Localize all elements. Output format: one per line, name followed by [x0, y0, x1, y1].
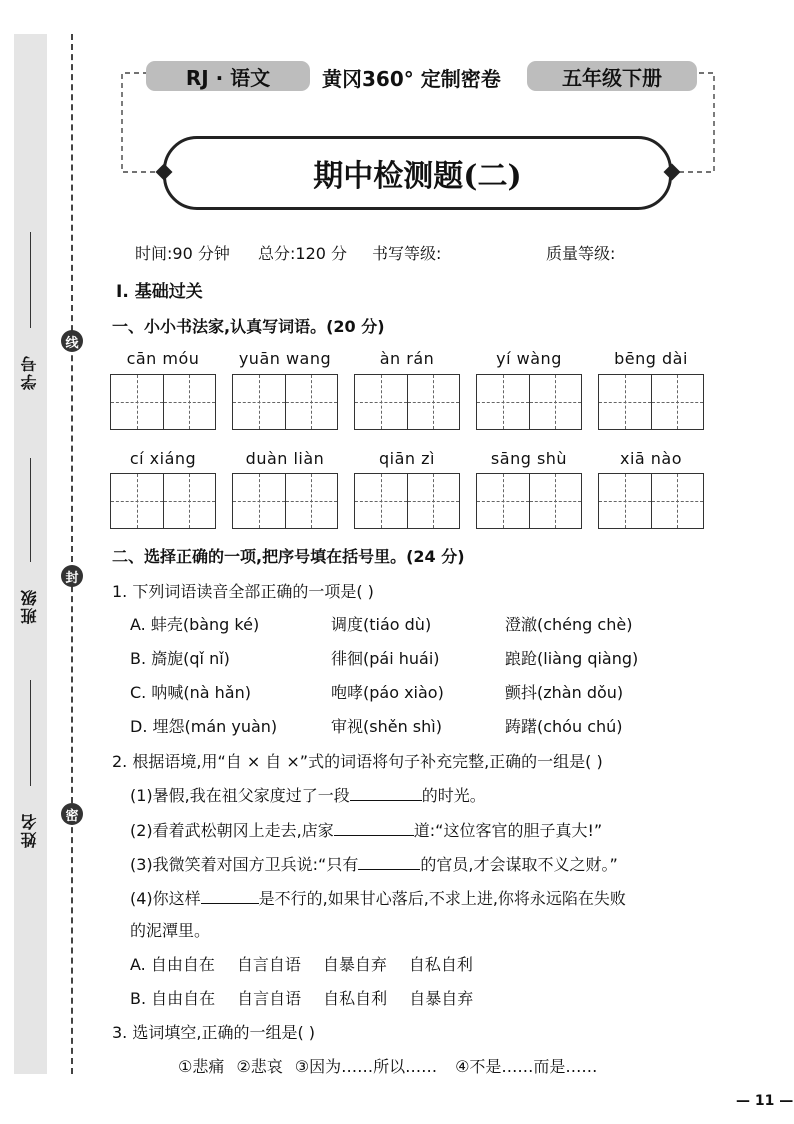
sentence-1-end: 的时光。: [421, 786, 486, 805]
sentence-4-blank[interactable]: [201, 887, 259, 904]
pinyin-label: duàn liàn: [245, 449, 325, 468]
sentence-3-blank[interactable]: [358, 853, 420, 870]
pinyin-label: cān móu: [126, 349, 200, 368]
pinyin-label: yuān wang: [238, 349, 332, 368]
option-d-2: 审视(shěn shì): [331, 717, 442, 736]
opt-b-word: B. 自由自在: [130, 989, 216, 1008]
opt-a-word: 自私自利: [408, 955, 473, 974]
name-blank[interactable]: [30, 680, 31, 786]
sentence-1-start: (1)暑假,我在祖父家度过了一段: [130, 786, 350, 805]
q1-heading: 一、小小书法家,认真写词语。(20 分): [112, 317, 385, 336]
pinyin-label: àn rán: [379, 349, 435, 368]
binding-cut-line: [71, 34, 73, 1074]
word-option: ③因为……所以……: [294, 1057, 438, 1076]
word-option: ②悲哀: [236, 1057, 283, 1076]
sentence-4-continued: 的泥潭里。: [130, 921, 211, 940]
option-d-1: D. 埋怨(mán yuàn): [130, 717, 278, 736]
q2-3-word-bank: [178, 1054, 597, 1077]
sentence-3-end: 的官员,才会谋取不义之财。”: [420, 855, 618, 874]
q2-2-option-b: [130, 986, 473, 1009]
writing-box[interactable]: [110, 374, 216, 430]
writing-box[interactable]: [354, 473, 460, 529]
word-option: ④不是……而是……: [455, 1057, 598, 1076]
q2-2-option-a: [130, 952, 473, 975]
opt-b-word: 自言自语: [237, 989, 302, 1008]
writing-box[interactable]: [232, 473, 338, 529]
series-title: 黄冈360° 定制密卷: [322, 67, 501, 91]
sentence-1: [130, 783, 486, 806]
opt-b-word: 自暴自弃: [409, 989, 474, 1008]
sentence-4-end: 是不行的,如果甘心落后,不求上进,你将永远陷在失败: [258, 889, 626, 908]
option-a-2: 调度(tiáo dù): [331, 615, 432, 634]
option-d-3: 踌躇(chóu chú): [505, 717, 623, 736]
class-blank[interactable]: [30, 458, 31, 562]
opt-a-word: 自言自语: [236, 955, 301, 974]
student-id-blank[interactable]: [30, 232, 31, 328]
pinyin-label: cí xiáng: [129, 449, 197, 468]
sentence-2-blank[interactable]: [334, 819, 414, 836]
page-title: 期中检测题(二): [313, 159, 522, 194]
pinyin-label: xiā nào: [619, 449, 683, 468]
sentence-2-start: (2)看着武松朝冈上走去,店家: [130, 821, 334, 840]
pinyin-label: bēng dài: [614, 349, 688, 368]
sentence-4-start: (4)你这样: [130, 889, 201, 908]
option-c-2: 咆哮(páo xiào): [331, 683, 444, 702]
part1-heading: Ⅰ. 基础过关: [116, 282, 203, 302]
grade-pill: 五年级下册: [527, 61, 697, 91]
opt-b-word: 自私自利: [323, 989, 388, 1008]
binding-mark-feng: 封: [61, 565, 83, 587]
sentence-1-blank[interactable]: [350, 784, 422, 801]
writing-box[interactable]: [232, 374, 338, 430]
quality-grade-label: 质量等级:: [546, 244, 616, 263]
class-label: 班级: [20, 588, 39, 624]
option-a-3: 澄澈(chéng chè): [505, 615, 633, 634]
writing-box[interactable]: [598, 374, 704, 430]
name-label: 姓名: [20, 812, 39, 848]
page-number: — 11 —: [736, 1093, 794, 1109]
option-b-2: 徘徊(pái huái): [331, 649, 440, 668]
writing-box[interactable]: [598, 473, 704, 529]
total-score: 总分:120 分: [258, 244, 348, 263]
writing-box[interactable]: [476, 374, 582, 430]
pinyin-label: yí wàng: [496, 349, 562, 368]
student-id-label: 学号: [20, 354, 39, 390]
pinyin-label: qiān zì: [379, 449, 435, 468]
sentence-3: [130, 852, 618, 875]
opt-a-word: A. 自由自在: [130, 955, 215, 974]
option-b-1: B. 旖旎(qǐ nǐ): [130, 649, 230, 668]
writing-grade-label: 书写等级:: [372, 244, 442, 263]
writing-box[interactable]: [354, 374, 460, 430]
sentence-4: [130, 886, 626, 909]
q2-1-stem: 1. 下列词语读音全部正确的一项是( ): [112, 582, 374, 601]
sentence-2: [130, 818, 602, 841]
sentence-3-start: (3)我微笑着对国方卫兵说:“只有: [130, 855, 359, 874]
binding-mark-xian: 线: [61, 330, 83, 352]
q2-3-stem: 3. 选词填空,正确的一组是( ): [112, 1023, 316, 1042]
writing-box[interactable]: [110, 473, 216, 529]
sentence-2-end: 道:“这位客官的胆子真大!”: [413, 821, 603, 840]
q2-2-stem: 2. 根据语境,用“自 × 自 ×”式的词语将句子补充完整,正确的一组是( ): [112, 752, 603, 771]
subject-pill: RJ · 语文: [146, 61, 310, 91]
exam-time: 时间:90 分钟: [135, 244, 230, 263]
option-c-3: 颤抖(zhàn dǒu): [505, 683, 624, 702]
word-option: ①悲痛: [178, 1057, 225, 1076]
option-b-3: 踉跄(liàng qiàng): [505, 649, 639, 668]
option-c-1: C. 呐喊(nà hǎn): [130, 683, 251, 702]
q2-heading: 二、选择正确的一项,把序号填在括号里。(24 分): [112, 547, 465, 566]
writing-box[interactable]: [476, 473, 582, 529]
pinyin-label: sāng shù: [490, 449, 568, 468]
binding-mark-mi: 密: [61, 803, 83, 825]
opt-a-word: 自暴自弃: [322, 955, 387, 974]
option-a-1: A. 蚌壳(bàng ké): [130, 615, 260, 634]
